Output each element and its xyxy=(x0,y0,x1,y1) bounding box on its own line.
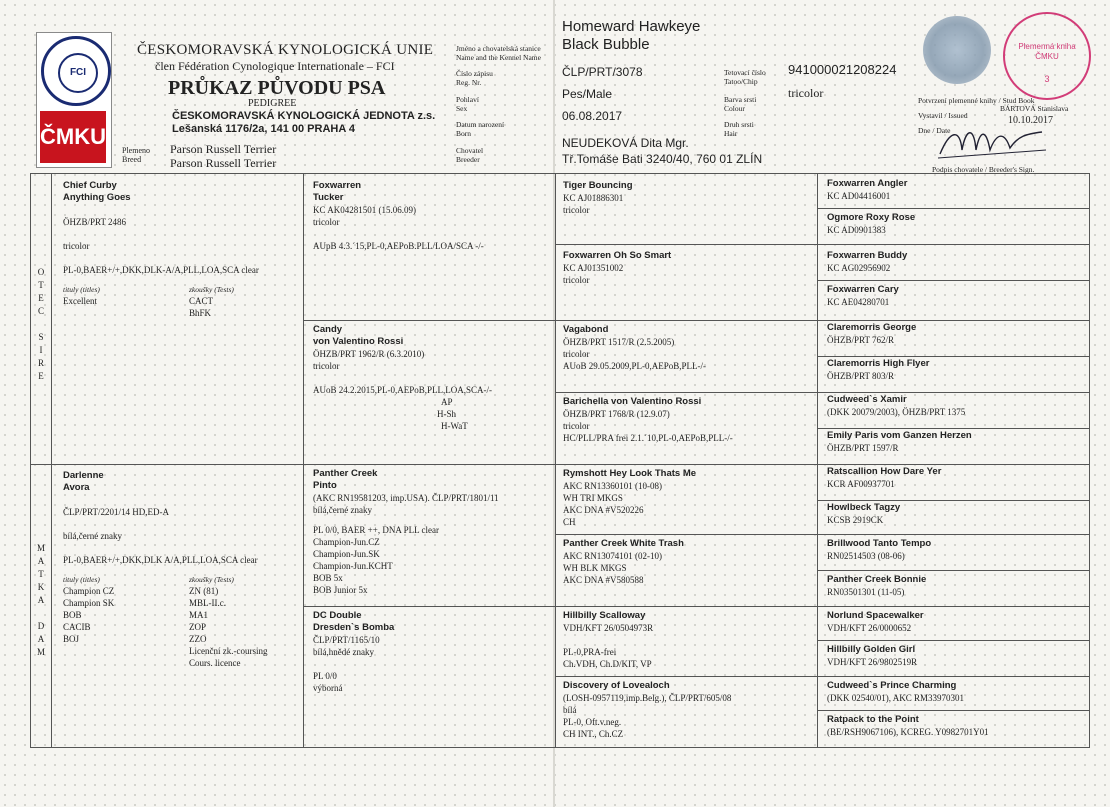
dd-line: PL 0/0 xyxy=(313,671,337,681)
ss-reg: KC AK04281501 (15.06.09) xyxy=(313,205,416,215)
gen4-reg: ÖHZB/PRT 1597/R xyxy=(827,443,899,453)
colour-value: tricolor xyxy=(788,86,824,100)
dd-name-2: Dresden`s Bomba xyxy=(313,622,395,633)
doc-subtitle: PEDIGREE xyxy=(248,98,297,109)
breeder-label-cz: Chovatel xyxy=(456,146,484,155)
dam-name-1: Darlenne xyxy=(63,470,104,481)
gen4-name: Cudweed`s Xamir xyxy=(827,394,907,405)
gen4-name: Foxwarren Cary xyxy=(827,284,899,295)
sd-colour: tricolor xyxy=(313,361,340,371)
side-letter: E xyxy=(38,293,44,303)
dam-dam-cell xyxy=(313,610,549,694)
dam-title: Champion SK xyxy=(63,598,115,608)
club-name: ČESKOMORAVSKÁ KYNOLOGICKÁ JEDNOTA z.s. xyxy=(172,110,436,122)
gen4-reg: RN02514503 (08-06) xyxy=(827,551,905,561)
dam-exams-label: zkoušky (Tests) xyxy=(189,575,234,584)
grid-hline xyxy=(555,244,1089,245)
tattoo-label xyxy=(724,68,766,86)
gen3-line: AKC RN13360101 (10-08) xyxy=(563,481,662,491)
org-name: ČESKOMORAVSKÁ KYNOLOGICKÁ UNIE xyxy=(137,42,434,58)
dam-title: BOB xyxy=(63,610,82,620)
grid-hline xyxy=(817,356,1089,357)
ss-health: AUpB 4.3.´15,PL-0,AEPoB.PLL/LOA/SCA -/- xyxy=(313,241,484,251)
gen3-cell xyxy=(563,180,813,216)
gen4-reg: ÖHZB/PRT 803/R xyxy=(827,371,895,381)
gen3-cell xyxy=(563,250,813,286)
ss-colour: tricolor xyxy=(313,217,340,227)
grid-vline xyxy=(51,174,52,747)
tattoo-label-cz: Tetovací číslo xyxy=(724,68,766,77)
gen3-line: ÖHZB/PRT 1768/R (12.9.07) xyxy=(563,409,670,419)
sire-colour: tricolor xyxy=(63,241,90,251)
dam-exam: MBL-II.c. xyxy=(189,598,226,608)
gen4-name: Panther Creek Bonnie xyxy=(827,574,927,585)
sire-sire-cell xyxy=(313,180,549,252)
name-label-cz: Jméno a chovatelská stanice xyxy=(456,44,541,53)
gen4-reg: VDH/KFT 26/9802519R xyxy=(827,657,918,667)
dam-titles-block xyxy=(63,574,299,674)
gen4-reg: (DKK 02540/01), AKC RM33970301 xyxy=(827,693,965,703)
fci-logo-text: FCI xyxy=(58,53,98,93)
dog-name-2: Black Bubble xyxy=(562,36,650,53)
breeder-label-en: Breeder xyxy=(456,155,480,164)
grid-hline xyxy=(817,280,1089,281)
side-letter: R xyxy=(37,358,44,368)
sire-titles-label: tituly (titles) xyxy=(63,285,100,294)
born-label-en: Born xyxy=(456,129,471,138)
dam-reg: ČLP/PRT/2201/14 HD,ED-A xyxy=(63,507,169,517)
dam-exam: Licenční zk.-coursing xyxy=(189,646,268,656)
ds-line: PL 0/0, BAER ++, DNA PLL clear xyxy=(313,525,439,535)
ds-name-2: Pinto xyxy=(313,480,337,491)
gen4-name: Hillbilly Golden Girl xyxy=(827,644,916,655)
gen4-reg: VDH/KFT 26/0000652 xyxy=(827,623,912,633)
gen3-cell xyxy=(563,324,813,372)
gen4-cell xyxy=(827,574,1085,598)
side-letter: A xyxy=(37,634,45,644)
gen4-cell xyxy=(827,538,1085,562)
sire-titles-block xyxy=(63,284,299,328)
side-letter xyxy=(35,318,47,331)
gen4-name: Foxwarren Buddy xyxy=(827,250,908,261)
dam-colour: bílá,černé znaky xyxy=(63,531,122,541)
breeder-label xyxy=(456,146,483,164)
dam-exam: MA1 xyxy=(189,610,209,620)
breeder-name: NEUDEKOVÁ Dita Mgr. xyxy=(562,136,689,150)
side-letter: I xyxy=(39,345,43,355)
fci-logo xyxy=(41,36,111,106)
date-label: Dne / Date xyxy=(918,126,951,135)
pedigree-table xyxy=(30,173,1090,748)
gen3-name: Barichella von Valentino Rossi xyxy=(563,396,702,407)
sd-extra: H-Sh xyxy=(437,409,457,419)
gen4-name: Norlund Spacewalker xyxy=(827,610,924,621)
name-label-en: Name and the Kennel Name xyxy=(456,53,541,62)
colour-label-en: Colour xyxy=(724,104,745,113)
gen4-cell xyxy=(827,680,1085,704)
sex-value: Pes/Male xyxy=(562,87,613,101)
doc-title: PRŮKAZ PŮVODU PSA xyxy=(168,77,386,99)
gen3-line: AKC DNA #V580588 xyxy=(563,575,644,585)
gen3-name: Discovery of Lovealoch xyxy=(563,680,670,691)
gen3-line xyxy=(563,634,813,646)
gen3-line: HC/PLL/PRA frei 2.1.´10,PL-0,AEPoB,PLL-/- xyxy=(563,433,733,443)
gen4-cell xyxy=(827,394,1085,418)
gen3-cell xyxy=(563,468,813,528)
gen3-name: Tiger Bouncing xyxy=(563,180,633,191)
gen4-cell xyxy=(827,610,1085,634)
gen3-line: VDH/KFT 26/0504973R xyxy=(563,623,654,633)
grid-hline xyxy=(555,534,1089,535)
issue-date: 10.10.2017 xyxy=(1008,115,1053,126)
dog-name-1: Homeward Hawkeye xyxy=(562,18,701,35)
gen4-name: Howlbeck Tagzy xyxy=(827,502,901,513)
sire-title: Excellent xyxy=(63,296,97,306)
gen3-line: tricolor xyxy=(563,421,590,431)
gen3-name: Vagabond xyxy=(563,324,609,335)
issuer-label: Vystavil / Issued xyxy=(918,111,968,120)
gen3-line: KC AJ01886301 xyxy=(563,193,624,203)
gen4-cell xyxy=(827,644,1085,668)
gen3-line: KC AJ01351002 xyxy=(563,263,624,273)
gen3-line: WH BLK MKGS xyxy=(563,563,627,573)
side-letter: T xyxy=(38,280,44,290)
gen4-reg: KC AE04280701 xyxy=(827,297,890,307)
hologram-seal xyxy=(923,16,991,84)
colour-label xyxy=(724,95,756,113)
side-letter: M xyxy=(36,647,45,657)
gen3-line: PL-0, Oft.v.neg. xyxy=(563,717,622,727)
gen4-reg: KCSB 2919CK xyxy=(827,515,884,525)
sd-health: AUoB 24.2.2015,PL-0,AEPoB,PLL,LOA,SCA-/- xyxy=(313,385,493,395)
reg-label-cz: Číslo zápisu xyxy=(456,69,493,78)
sire-dam-cell xyxy=(313,324,549,432)
gen3-name: Rymshott Hey Look Thats Me xyxy=(563,468,697,479)
gen4-name: Foxwarren Angler xyxy=(827,178,908,189)
grid-hline xyxy=(817,570,1089,571)
grid-hline xyxy=(555,392,1089,393)
grid-hline xyxy=(817,500,1089,501)
side-letter: C xyxy=(37,306,44,316)
gen3-line: (LOSH-0957119,imp.Belg.), ČLP/PRT/605/08 xyxy=(563,693,732,703)
side-letter: A xyxy=(37,556,45,566)
grid-vline xyxy=(303,174,304,747)
gen3-line: bílá xyxy=(563,705,577,715)
gen4-cell xyxy=(827,466,1085,490)
grid-hline xyxy=(817,428,1089,429)
dam-sire-cell xyxy=(313,468,549,596)
dam-titles-label: tituly (titles) xyxy=(63,575,100,584)
grid-hline xyxy=(303,320,1089,321)
ds-line: BOB 5x xyxy=(313,573,343,583)
gen4-cell xyxy=(827,358,1085,382)
colour-label-cz: Barva srsti xyxy=(724,95,757,104)
gen3-cell xyxy=(563,610,813,670)
gen3-line: CH INT., Ch.CZ xyxy=(563,729,624,739)
reg-value: ČLP/PRT/3078 xyxy=(562,65,643,79)
gen3-line: ÖHZB/PRT 1517/R (2.5.2005) xyxy=(563,337,675,347)
gen4-reg: (DKK 20079/2003), ÖHZB/PRT 1375 xyxy=(827,407,966,417)
gen4-name: Ogmore Roxy Rose xyxy=(827,212,916,223)
dam-exam: Cours. licence xyxy=(189,658,241,668)
gen3-line: AUoB 29.05.2009,PL-0,AEPoB,PLL-/- xyxy=(563,361,707,371)
gen4-cell xyxy=(827,322,1085,346)
side-letter: T xyxy=(38,569,44,579)
name-label xyxy=(456,44,541,62)
reg-label xyxy=(456,69,493,87)
born-label-cz: Datum narození xyxy=(456,120,505,129)
grid-hline xyxy=(817,640,1089,641)
signature-scribble xyxy=(930,120,1050,160)
stamp-number: 3 xyxy=(1044,74,1050,84)
gen4-reg: KC AD0901383 xyxy=(827,225,886,235)
side-letter: S xyxy=(38,332,44,342)
dam-exam: ZZO xyxy=(189,634,207,644)
gen4-name: Emily Paris vom Ganzen Herzen xyxy=(827,430,972,441)
ds-line: Champion-Jun.KCHT xyxy=(313,561,393,571)
grid-vline xyxy=(555,174,556,747)
gen4-reg: KC AG02956902 xyxy=(827,263,891,273)
tattoo-label-en: Tatoo/Chip xyxy=(724,77,758,86)
grid-hline xyxy=(555,676,1089,677)
gen3-line: WH TRI MKGS xyxy=(563,493,623,503)
ds-line: Champion-Jun.SK xyxy=(313,549,380,559)
sire-side-label xyxy=(35,266,47,383)
gen3-cell xyxy=(563,538,813,586)
gen3-line: tricolor xyxy=(563,275,590,285)
breed-label-en: Breed xyxy=(122,155,142,164)
gen3-cell xyxy=(563,396,813,444)
sire-health: PL-0,BAER+/+,DKK,DLK-A/A,PLL,LOA,SCA clear xyxy=(63,265,259,275)
side-letter xyxy=(35,607,47,620)
sex-label-cz: Pohlaví xyxy=(456,95,479,104)
breed-label-cz: Plemeno xyxy=(122,146,150,155)
gen3-cell xyxy=(563,680,813,740)
gen4-name: Brillwood Tanto Tempo xyxy=(827,538,932,549)
gen3-line: Ch.VDH, Ch.D/KIT, VP xyxy=(563,659,652,669)
sd-extra: H-WaT xyxy=(441,421,468,431)
gen4-cell xyxy=(827,212,1085,236)
gen4-name: Cudweed`s Prince Charming xyxy=(827,680,957,691)
dam-title: Champion CZ xyxy=(63,586,115,596)
studbook-stamp xyxy=(1003,12,1091,100)
gen4-name: Ratscallion How Dare Yer xyxy=(827,466,942,477)
dam-cell xyxy=(63,470,299,674)
sex-label-en: Sex xyxy=(456,104,468,113)
dam-title: CACIB xyxy=(63,622,91,632)
sd-reg: ÖHZB/PRT 1962/R (6.3.2010) xyxy=(313,349,425,359)
sire-exams-label: zkoušky (Tests) xyxy=(189,285,234,294)
side-letter: M xyxy=(36,543,45,553)
gen4-cell xyxy=(827,714,1085,738)
hair-label-en: Hair xyxy=(724,129,738,138)
gen3-name: Panther Creek White Trash xyxy=(563,538,684,549)
sire-exam: CACT xyxy=(189,296,214,306)
gen4-reg: KCR AF00937701 xyxy=(827,479,895,489)
gen4-reg: KC AD04416001 xyxy=(827,191,891,201)
gen3-line: CH xyxy=(563,517,576,527)
dam-health: PL-0,BAER+/+,DKK,DLK A/A,PLL,LOA,SCA clear xyxy=(63,555,258,565)
gen4-cell xyxy=(827,250,1085,274)
studbook-label: Potvrzení plemenné knihy / Stud Book xyxy=(918,96,1035,105)
dd-reg: ČLP/PRT/1165/10 xyxy=(313,635,380,645)
sire-cell xyxy=(63,180,299,328)
gen4-cell xyxy=(827,502,1085,526)
dam-title: BOJ xyxy=(63,634,80,644)
breed-value-1: Parson Russell Terrier xyxy=(170,142,277,156)
gen4-cell xyxy=(827,284,1085,308)
sire-name-1: Chief Curby xyxy=(63,180,117,191)
reg-label-en: Reg. Nr. xyxy=(456,78,482,87)
side-letter: K xyxy=(37,582,45,592)
ds-line: BOB Junior 5x xyxy=(313,585,368,595)
gen3-name: Foxwarren Oh So Smart xyxy=(563,250,672,261)
breed-value-2: Parson Russell Terrier xyxy=(170,156,277,170)
dam-exam: ZOP xyxy=(189,622,207,632)
dam-name-2: Avora xyxy=(63,482,90,493)
ds-colour: bílá,černé znaky xyxy=(313,505,372,515)
gen3-line: AKC DNA #V520226 xyxy=(563,505,644,515)
side-letter: A xyxy=(37,595,45,605)
gen4-reg: (BE/RSH9067106), KCREG. Y0982701Y01 xyxy=(827,727,989,737)
ds-name-1: Panther Creek xyxy=(313,468,378,479)
ss-name-1: Foxwarren xyxy=(313,180,362,191)
born-label xyxy=(456,120,504,138)
ss-name-2: Tucker xyxy=(313,192,344,203)
breeder-address: Tř.Tomáše Bati 3240/40, 760 01 ZLÍN xyxy=(562,152,763,166)
ds-line: Champion-Jun.CZ xyxy=(313,537,380,547)
gen3-line: tricolor xyxy=(563,205,590,215)
grid-hline xyxy=(817,710,1089,711)
gen3-line: PL-0,PRA-frei xyxy=(563,647,617,657)
tattoo-value: 941000021208224 xyxy=(788,62,897,77)
side-letter: E xyxy=(38,371,44,381)
gen4-cell xyxy=(827,178,1085,202)
dd-colour: bílá,hnědé znaky xyxy=(313,647,374,657)
born-value: 06.08.2017 xyxy=(562,109,623,123)
gen4-cell xyxy=(827,430,1085,454)
hair-label xyxy=(724,120,754,138)
gen4-reg: RN03501301 (11-05) xyxy=(827,587,905,597)
dam-side-label xyxy=(35,542,47,659)
sire-exam: BhFK xyxy=(189,308,212,318)
dam-exam: ZN (81) xyxy=(189,586,219,596)
fci-cmku-logo xyxy=(36,32,112,168)
side-letter: D xyxy=(37,621,45,631)
issuer-value: BÁRTOVÁ Stanislava xyxy=(1000,104,1069,113)
grid-hline xyxy=(303,606,1089,607)
side-letter: O xyxy=(37,267,45,277)
gen4-reg: ÖHZB/PRT 762/R xyxy=(827,335,895,345)
sex-label xyxy=(456,95,479,113)
sd-name-1: Candy xyxy=(313,324,343,335)
stamp-text: Plemenná kniha ČMKU xyxy=(1018,42,1076,61)
gen3-line: AKC RN13074101 (02-10) xyxy=(563,551,662,561)
sire-reg: ÖHZB/PRT 2486 xyxy=(63,217,127,227)
grid-hline xyxy=(817,208,1089,209)
gen4-name: Claremorris High Flyer xyxy=(827,358,930,369)
dd-name-1: DC Double xyxy=(313,610,362,621)
grid-hline xyxy=(31,464,1089,465)
gen3-line: tricolor xyxy=(563,349,590,359)
ds-reg: (AKC RN19581203, imp.USA). ČLP/PRT/1801/11 xyxy=(313,493,499,503)
breeder-sign-label: Podpis chovatele / Breeder's Sign. xyxy=(932,165,1035,174)
sd-extra: AP xyxy=(441,397,453,407)
org-member: člen Fédération Cynologique Internationale – FCI xyxy=(155,59,395,73)
dd-line: výborná xyxy=(313,683,343,693)
grid-vline xyxy=(817,174,818,747)
club-address: Lešanská 1176/2a, 141 00 PRAHA 4 xyxy=(172,123,356,135)
hair-label-cz: Druh srsti xyxy=(724,120,754,129)
sd-name-2: von Valentino Rossi xyxy=(313,336,404,347)
gen4-name: Claremorris George xyxy=(827,322,917,333)
cmku-logo: ČMKU xyxy=(40,111,106,163)
sire-name-2: Anything Goes xyxy=(63,192,131,203)
gen3-name: Hillbilly Scalloway xyxy=(563,610,646,621)
gen4-name: Ratpack to the Point xyxy=(827,714,919,725)
